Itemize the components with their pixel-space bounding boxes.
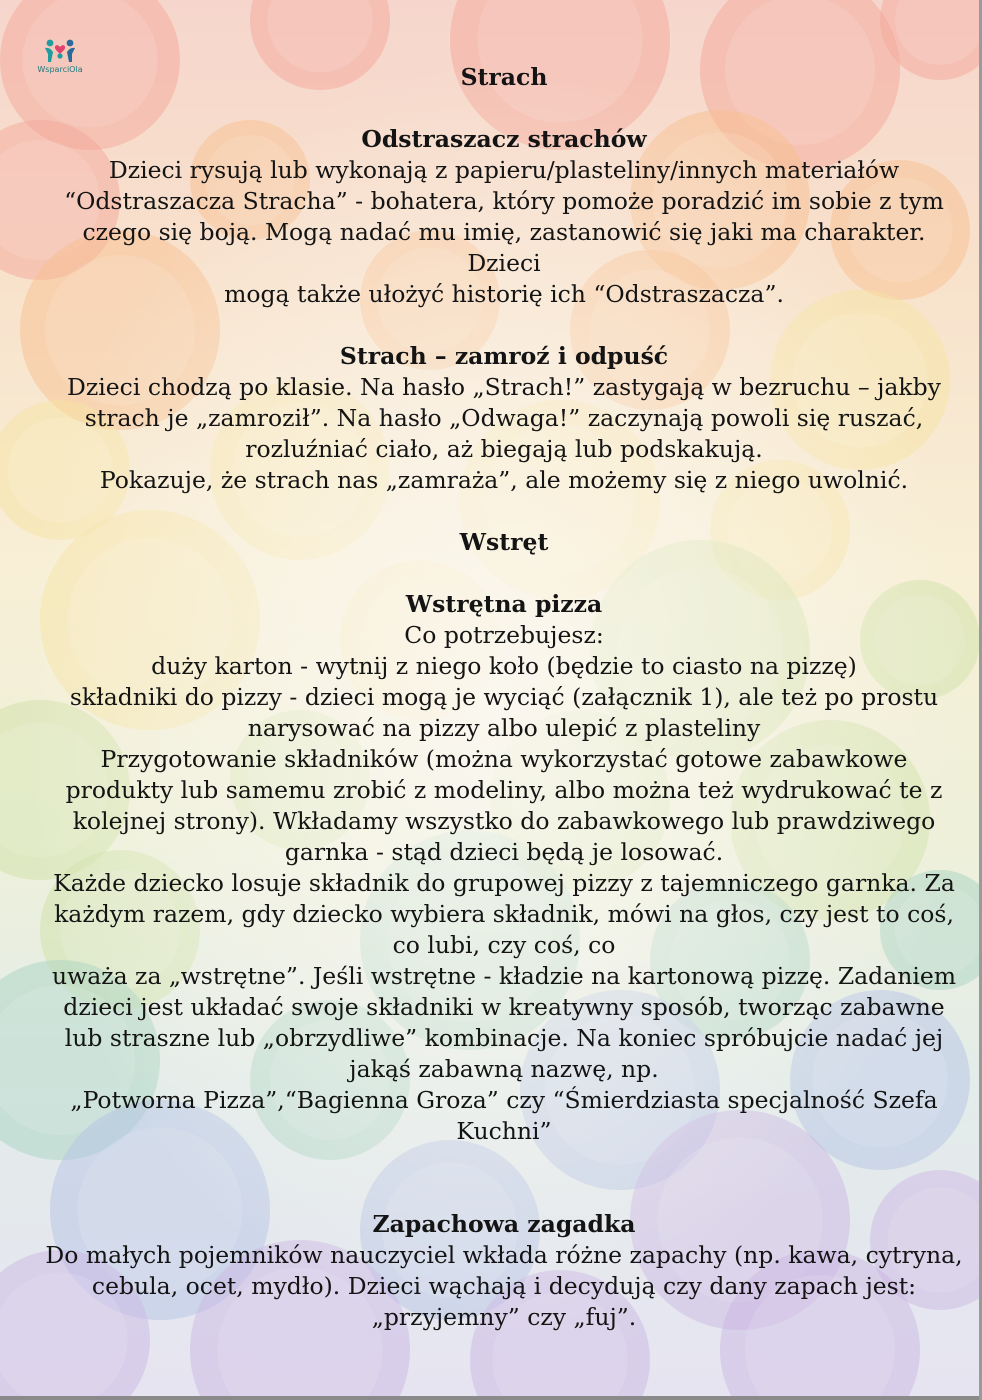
paragraph-line: “Odstraszacza Stracha” - bohatera, który pomoże poradzić im sobie z tym: [64, 187, 944, 215]
family-logo-icon: [42, 38, 78, 64]
paragraph-line: cebula, ocet, mydło). Dzieci wąchają i decydują czy dany zapach jest:: [91, 1272, 917, 1300]
paragraph-line: lub straszne lub „obrzydliwe” kombinacje. Na koniec spróbujcie nadać jej: [64, 1024, 944, 1052]
paragraph-line: dzieci jest układać swoje składniki w kreatywny sposób, tworząc zabawne: [63, 993, 945, 1021]
paragraph-line: Do małych pojemników nauczyciel wkłada różne zapachy (np. kawa, cytryna,: [45, 1241, 963, 1269]
paragraph-line: każdym razem, gdy dziecko wybiera składnik, mówi na głos, czy jest to coś,: [54, 900, 954, 928]
activity-title-smell-riddle: Zapachowa zagadka: [372, 1210, 636, 1238]
paragraph-line: Przygotowanie składników (można wykorzystać gotowe zabawkowe: [100, 745, 908, 773]
paragraph-line: „przyjemny” czy „fuj”.: [371, 1303, 637, 1331]
paragraph-line: uważa za „wstrętne”. Jeśli wstrętne - kładzie na kartonową pizzę. Zadaniem: [51, 962, 957, 990]
paragraph-line: strach je „zamroził”. Na hasło „Odwaga!” zaczynają powoli się ruszać,: [84, 404, 924, 432]
section-heading-disgust: Wstręt: [459, 528, 549, 556]
activity-title-fear-repeller: Odstraszacz strachów: [361, 125, 647, 153]
paragraph-line: Dzieci rysują lub wykonają z papieru/plasteliny/innych materiałów: [108, 156, 900, 184]
paragraph-line: składniki do pizzy - dzieci mogą je wyciąć (załącznik 1), ale też po prostu: [69, 683, 939, 711]
activity-title-disgusting-pizza: Wstrętna pizza: [405, 590, 603, 618]
paragraph-line: czego się boją. Mogą nadać mu imię, zastanowić się jaki ma charakter. Dzieci: [82, 218, 926, 277]
paragraph-line: co lubi, czy coś, co: [392, 931, 616, 959]
section-heading-fear: Strach: [460, 63, 548, 91]
logo-text: WsparciOla: [37, 65, 83, 74]
paragraph-line: produkty lub samemu zrobić z modeliny, albo można też wydrukować te z: [65, 776, 943, 804]
paragraph-line: Co potrzebujesz:: [404, 621, 604, 649]
paragraph-line: jakąś zabawną nazwę, np.: [349, 1055, 659, 1083]
paragraph-line: narysować na pizzy albo ulepić z plasteliny: [247, 714, 761, 742]
paragraph-line: Każde dziecko losuje składnik do grupowej pizzy z tajemniczego garnka. Za: [53, 869, 955, 897]
paragraph-line: Dzieci chodzą po klasie. Na hasło „Strach!” zastygają w bezruchu – jakby: [67, 373, 941, 401]
paragraph-line: Pokazuje, że strach nas „zamraża”, ale możemy się z niego uwolnić.: [99, 466, 909, 494]
paragraph-line: garnka - stąd dzieci będą je losować.: [284, 838, 724, 866]
activity-title-freeze: Strach – zamroź i odpuść: [339, 342, 669, 370]
paragraph-line: rozluźniać ciało, aż biegają lub podskakują.: [245, 435, 763, 463]
paragraph-line: Kuchni”: [456, 1117, 552, 1145]
document-body: [44, 62, 964, 1333]
paragraph-line: „Potworna Pizza”,“Bagienna Groza” czy “Śmierdziasta specjalność Szefa: [70, 1086, 938, 1114]
page-bottom-border: [0, 1396, 982, 1400]
paragraph-line: kolejnej strony). Wkładamy wszystko do zabawkowego lub prawdziwego: [72, 807, 936, 835]
paragraph-line: mogą także ułożyć historię ich “Odstraszacza”.: [224, 280, 784, 308]
paragraph-line: duży karton - wytnij z niego koło (będzie to ciasto na pizzę): [151, 652, 857, 680]
